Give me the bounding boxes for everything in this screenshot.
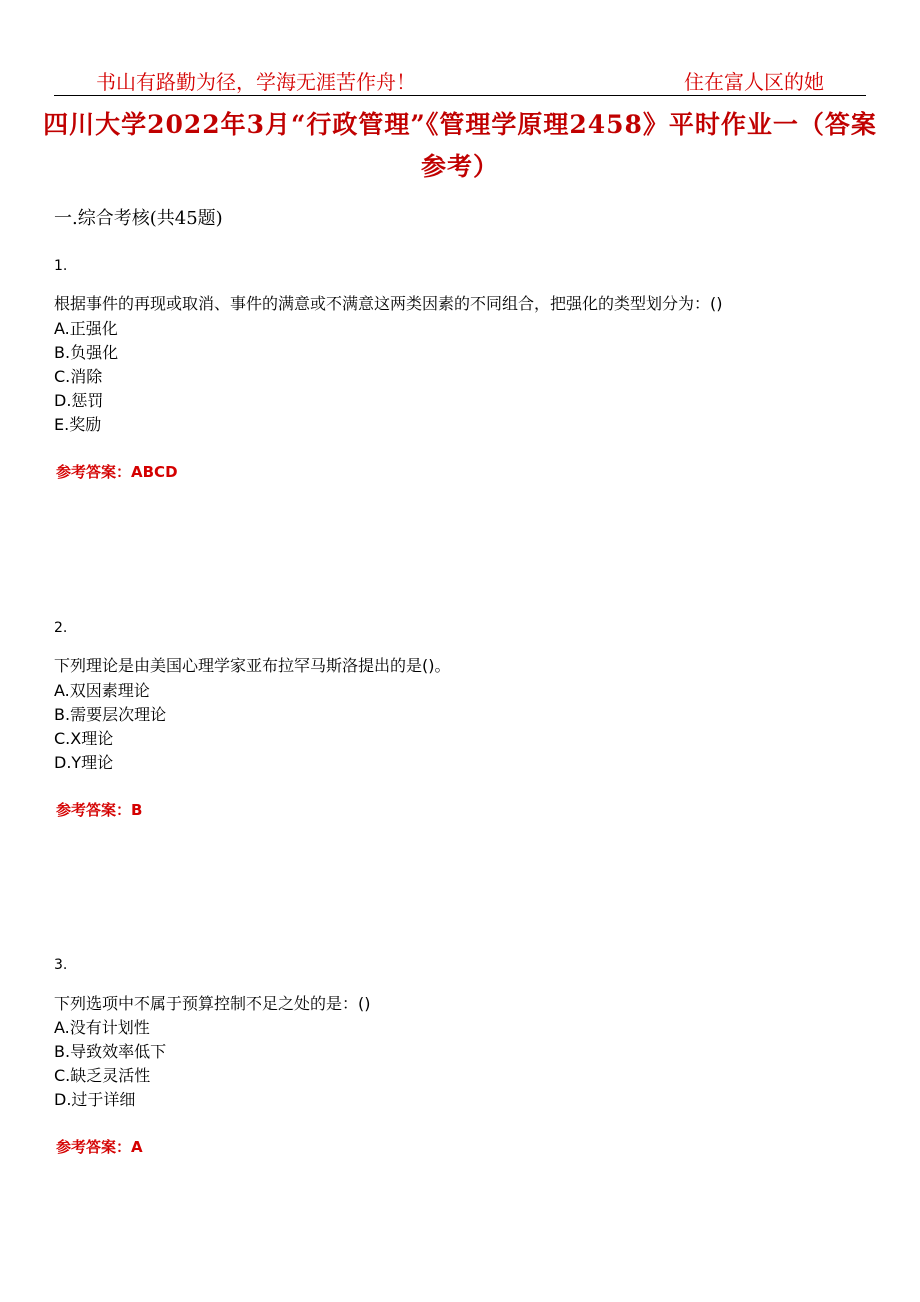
answer-label: 参考答案：	[56, 801, 132, 819]
question-number: 3.	[54, 957, 68, 973]
section-heading: 一.综合考核(共45题)	[54, 208, 223, 229]
answer-line	[56, 1136, 143, 1157]
question-number: 1.	[54, 258, 68, 274]
question-stem: 根据事件的再现或取消、事件的满意或不满意这两类因素的不同组合，把强化的类型划分为：()	[54, 294, 723, 313]
header-motto: 书山有路勤为径，学海无涯苦作舟！	[96, 70, 416, 94]
question-stem: 下列选项中不属于预算控制不足之处的是：()	[54, 994, 371, 1013]
answer-value: A	[131, 1138, 143, 1156]
answer-label: 参考答案：	[56, 1138, 132, 1156]
answer-value: ABCD	[131, 463, 178, 481]
question-option: A.双因素理论	[54, 681, 150, 700]
answer-label: 参考答案：	[56, 463, 132, 481]
question-option: C.消除	[54, 367, 103, 386]
answer-line	[56, 461, 178, 482]
header-divider	[54, 95, 866, 96]
question-option: C.X理论	[54, 729, 114, 748]
document-title: 四川大学2022年3月“行政管理”《管理学原理2458》平时作业一（答案参考）	[43, 110, 877, 181]
question-number: 2.	[54, 620, 68, 636]
question-stem: 下列理论是由美国心理学家亚布拉罕马斯洛提出的是()。	[54, 656, 451, 675]
question-option: A.没有计划性	[54, 1018, 150, 1037]
question-option: B.需要层次理论	[54, 705, 167, 724]
question-option: B.导致效率低下	[54, 1042, 167, 1061]
answer-line	[56, 799, 142, 820]
question-option: D.惩罚	[54, 391, 104, 410]
question-option: A.正强化	[54, 319, 118, 338]
question-option: C.缺乏灵活性	[54, 1066, 151, 1085]
question-option: D.Y理论	[54, 753, 114, 772]
header-author: 住在富人区的她	[684, 70, 824, 94]
question-option: D.过于详细	[54, 1090, 136, 1109]
question-option: E.奖励	[54, 415, 102, 434]
answer-value: B	[131, 801, 143, 819]
question-option: B.负强化	[54, 343, 119, 362]
